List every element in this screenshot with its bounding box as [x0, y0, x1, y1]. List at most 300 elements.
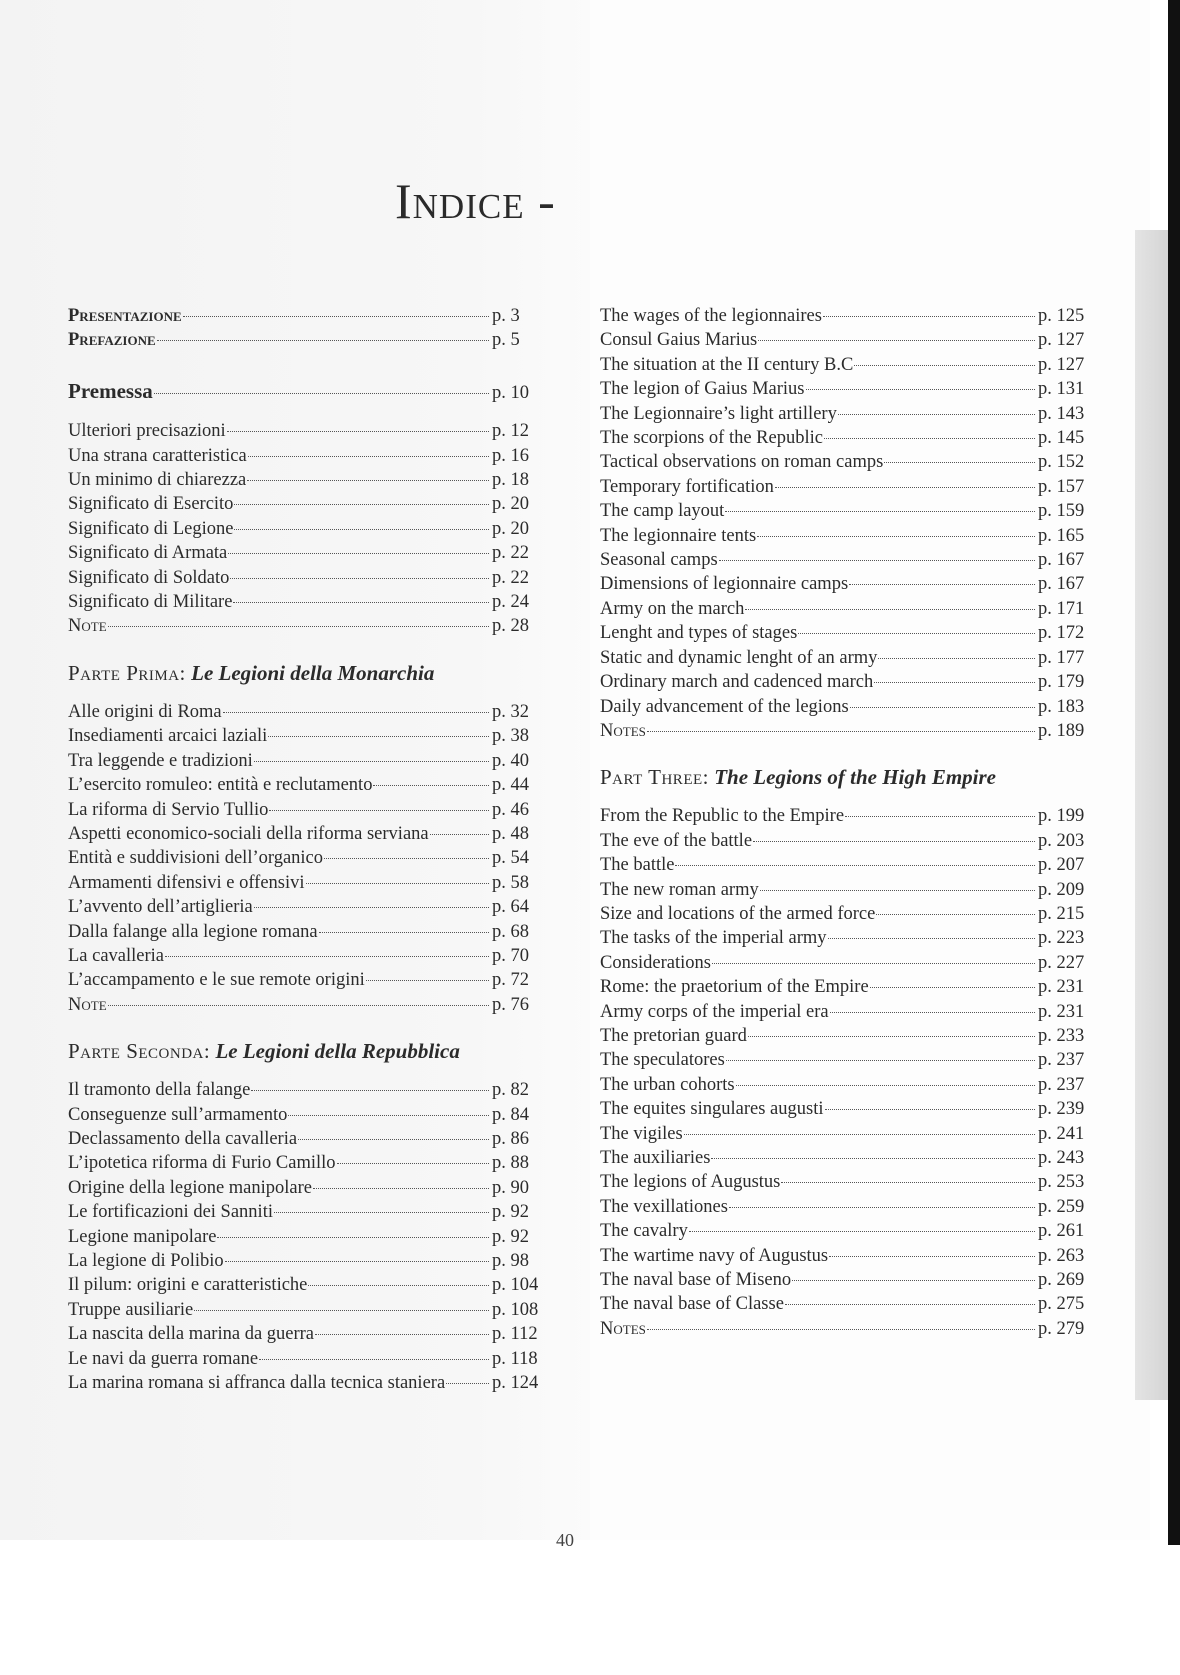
- toc-entry-label: L’esercito romuleo: entità e reclutamento: [68, 775, 373, 796]
- toc-entry-page: p. 92: [492, 1202, 529, 1223]
- toc-entry-page: p. 127: [1038, 330, 1085, 351]
- toc-entry-page: p. 127: [1038, 354, 1085, 375]
- toc-entry[interactable]: [600, 853, 1098, 877]
- toc-entry-page: p. 131: [1038, 379, 1085, 400]
- toc-entry[interactable]: [68, 517, 552, 541]
- toc-entry-label: Il tramonto della falange: [68, 1080, 251, 1101]
- toc-entry-label: Army corps of the imperial era: [600, 1001, 829, 1022]
- toc-entry[interactable]: [600, 1268, 1098, 1292]
- toc-entry[interactable]: [68, 773, 552, 797]
- toc-entry-label: Daily advancement of the legions: [600, 696, 849, 717]
- part-heading-seconda: [68, 1039, 552, 1064]
- toc-entry[interactable]: [600, 621, 1098, 645]
- toc-entry-page: p. 64: [492, 897, 529, 918]
- leader-dots: [251, 1090, 489, 1091]
- toc-entry-premessa[interactable]: [68, 379, 552, 405]
- toc-entry[interactable]: [600, 1024, 1098, 1048]
- toc-entry-label: The vigiles: [600, 1123, 683, 1144]
- toc-entry-label: Considerations: [600, 952, 711, 973]
- toc-entry[interactable]: [600, 975, 1098, 999]
- toc-entry[interactable]: [600, 926, 1098, 950]
- leader-dots: [288, 1115, 489, 1116]
- toc-entry[interactable]: [68, 1371, 552, 1395]
- toc-entry-label: Notes: [600, 720, 646, 741]
- leader-dots: [684, 1134, 1035, 1135]
- leader-dots: [247, 480, 489, 481]
- toc-entry-label: Entità e suddivisioni dell’organico: [68, 848, 324, 869]
- toc-entry[interactable]: [68, 846, 552, 870]
- toc-entry-label: Premessa: [68, 378, 153, 403]
- toc-entry-label: The cavalry: [600, 1221, 688, 1242]
- leader-dots: [319, 932, 489, 933]
- toc-entry-page: p. 203: [1038, 830, 1085, 851]
- toc-entry-label: Una strana caratteristica: [68, 445, 247, 466]
- leader-dots: [233, 602, 489, 603]
- part-heading-three: [600, 765, 1098, 790]
- toc-entry[interactable]: [68, 798, 552, 822]
- toc-entry[interactable]: [68, 944, 552, 968]
- toc-entry-label: Le fortificazioni dei Sanniti: [68, 1202, 273, 1223]
- toc-entry-label: The naval base of Classe: [600, 1294, 784, 1315]
- leader-dots: [781, 1182, 1035, 1183]
- part-heading-prima: [68, 661, 552, 686]
- toc-entry-page: p. 241: [1038, 1123, 1085, 1144]
- toc-entry-label: Presentazione: [68, 306, 182, 326]
- toc-entry-label: Significato di Armata: [68, 543, 228, 564]
- toc-entry-page: p. 165: [1038, 525, 1085, 546]
- toc-entry-label: Significato di Legione: [68, 518, 234, 539]
- toc-entry[interactable]: [68, 1347, 552, 1371]
- toc-entry[interactable]: [68, 1322, 552, 1346]
- part-title: Le Legioni della Repubblica: [215, 1039, 460, 1064]
- toc-entry[interactable]: [600, 304, 1098, 328]
- toc-entry[interactable]: [68, 1103, 552, 1127]
- toc-entry-page: p. 157: [1038, 476, 1085, 497]
- toc-entry[interactable]: [68, 492, 552, 516]
- toc-entry[interactable]: [68, 822, 552, 846]
- leader-dots: [828, 938, 1035, 939]
- toc-entry[interactable]: [68, 1176, 552, 1200]
- leader-dots: [798, 633, 1035, 634]
- leader-dots: [849, 584, 1035, 585]
- toc-entry[interactable]: [600, 328, 1098, 352]
- toc-entry-label: Consul Gaius Marius: [600, 330, 758, 351]
- toc-entry-label: Origine della legione manipolare: [68, 1177, 313, 1198]
- part-three-list: [600, 804, 1098, 1341]
- toc-entry-page: p. 231: [1038, 1001, 1085, 1022]
- leader-dots: [373, 785, 489, 786]
- toc-entry[interactable]: [68, 749, 552, 773]
- toc-entry-label: L’ipotetica riforma di Furio Camillo: [68, 1153, 336, 1174]
- toc-entry-page: p. 172: [1038, 623, 1085, 644]
- leader-dots: [824, 438, 1035, 439]
- toc-entry-label: The tasks of the imperial army: [600, 928, 827, 949]
- leader-dots: [315, 1334, 489, 1335]
- toc-entry-page: p. 108: [492, 1299, 539, 1320]
- leader-dots: [745, 609, 1035, 610]
- part-name: Parte Prima:: [68, 660, 186, 685]
- part-seconda-list: [68, 1078, 552, 1395]
- leader-dots: [308, 1285, 489, 1286]
- toc-entry-page: p. 231: [1038, 977, 1085, 998]
- toc-entry[interactable]: [600, 597, 1098, 621]
- toc-entry[interactable]: [600, 1170, 1098, 1194]
- toc-entry[interactable]: [600, 1317, 1098, 1341]
- toc-entry-label: La marina romana si affranca dalla tecnica staniera: [68, 1373, 446, 1394]
- toc-entry[interactable]: [600, 1219, 1098, 1243]
- leader-dots: [825, 1109, 1036, 1110]
- toc-entry-label: Dalla falange alla legione romana: [68, 921, 318, 942]
- toc-entry[interactable]: [600, 1146, 1098, 1170]
- leader-dots: [838, 414, 1035, 415]
- toc-entry[interactable]: [600, 1048, 1098, 1072]
- toc-entry-label: Note: [68, 994, 107, 1015]
- leader-dots: [225, 1261, 489, 1262]
- leader-dots: [725, 511, 1035, 512]
- toc-entry-label: The legionnaire tents: [600, 525, 757, 546]
- toc-entry[interactable]: [600, 1292, 1098, 1316]
- toc-entry-page: p. 3: [492, 306, 520, 326]
- toc-entry[interactable]: [600, 902, 1098, 926]
- toc-entry-page: p. 215: [1038, 903, 1085, 924]
- toc-entry-label: Conseguenze sull’armamento: [68, 1104, 288, 1125]
- toc-entry-page: p. 275: [1038, 1294, 1085, 1315]
- toc-entry[interactable]: [600, 572, 1098, 596]
- leader-dots: [230, 578, 489, 579]
- toc-entry-page: p. 104: [492, 1275, 539, 1296]
- leader-dots: [757, 536, 1035, 537]
- leader-dots: [183, 316, 489, 317]
- toc-entry-page: p. 263: [1038, 1245, 1085, 1266]
- toc-entry-label: Ulteriori precisazioni: [68, 421, 226, 442]
- toc-entry-page: p. 207: [1038, 855, 1085, 876]
- leader-dots: [854, 365, 1035, 366]
- leader-dots: [223, 712, 489, 713]
- toc-entry[interactable]: [68, 566, 552, 590]
- toc-entry[interactable]: [68, 1078, 552, 1102]
- toc-entry-page: p. 167: [1038, 574, 1085, 595]
- toc-entry[interactable]: [68, 1249, 552, 1273]
- toc-entry-label: The camp layout: [600, 501, 725, 522]
- toc-entry-page: p. 82: [492, 1080, 529, 1101]
- toc-entry[interactable]: [600, 475, 1098, 499]
- toc-entry-page: p. 159: [1038, 501, 1085, 522]
- toc-entry[interactable]: [68, 1225, 552, 1249]
- leader-dots: [248, 456, 489, 457]
- toc-entry-page: p. 48: [492, 823, 529, 844]
- leader-dots: [108, 626, 489, 627]
- toc-entry-label: The scorpions of the Republic: [600, 428, 823, 449]
- toc-entry-label: La legione di Polibio: [68, 1251, 224, 1271]
- toc-entry[interactable]: [68, 328, 552, 352]
- toc-entry-page: p. 124: [492, 1373, 539, 1394]
- leader-dots: [775, 487, 1035, 488]
- toc-entry[interactable]: [600, 804, 1098, 828]
- toc-entry-page: p. 209: [1038, 879, 1085, 900]
- toc-entry[interactable]: [600, 670, 1098, 694]
- leader-dots: [446, 1383, 489, 1384]
- toc-entry-page: p. 22: [492, 543, 529, 564]
- toc-entry-label: Le navi da guerra romane: [68, 1348, 259, 1369]
- toc-entry[interactable]: [600, 1097, 1098, 1121]
- toc-entry-label: The vexillationes: [600, 1196, 728, 1217]
- toc-entry-page: p. 239: [1038, 1099, 1085, 1120]
- toc-entry-label: The legions of Augustus: [600, 1172, 781, 1193]
- toc-entry-label: Significato di Soldato: [68, 567, 230, 588]
- toc-entry-page: p. 10: [492, 382, 529, 403]
- leader-dots: [753, 841, 1035, 842]
- toc-entry-label: The wartime navy of Augustus: [600, 1245, 829, 1266]
- toc-entry[interactable]: [600, 951, 1098, 975]
- leader-dots: [165, 956, 489, 957]
- toc-entry-label: The new roman army: [600, 879, 759, 900]
- toc-entry-page: p. 143: [1038, 403, 1085, 424]
- toc-entry-page: p. 90: [492, 1177, 529, 1198]
- toc-entry-label: The auxiliaries: [600, 1148, 711, 1168]
- toc-entry-page: p. 58: [492, 872, 529, 893]
- leader-dots: [306, 883, 489, 884]
- leader-dots: [876, 914, 1035, 915]
- scan-edge-line: [1168, 0, 1180, 1545]
- toc-entry-page: p. 12: [492, 421, 529, 442]
- leader-dots: [259, 1359, 489, 1360]
- toc-entry-label: Ordinary march and cadenced march: [600, 672, 874, 693]
- toc-entry[interactable]: [600, 646, 1098, 670]
- toc-entry[interactable]: [600, 719, 1098, 743]
- toc-entry-page: p. 98: [492, 1251, 529, 1271]
- toc-entry-label: The Legionnaire’s light artillery: [600, 403, 837, 424]
- toc-entry-label: Note: [68, 616, 107, 637]
- premessa-list: [68, 419, 552, 639]
- toc-entry[interactable]: [600, 695, 1098, 719]
- toc-entry[interactable]: [68, 1127, 552, 1151]
- toc-entry-label: From the Republic to the Empire: [600, 806, 845, 827]
- toc-entry[interactable]: [68, 541, 552, 565]
- toc-entry-label: The naval base of Miseno: [600, 1270, 792, 1291]
- toc-entry[interactable]: [68, 1298, 552, 1322]
- toc-entry-page: p. 243: [1038, 1148, 1085, 1168]
- toc-entry[interactable]: [600, 353, 1098, 377]
- toc-entry-page: p. 152: [1038, 452, 1085, 473]
- leader-dots: [760, 890, 1035, 891]
- toc-entry-label: The battle: [600, 855, 675, 876]
- toc-entry-page: p. 92: [492, 1226, 529, 1247]
- leader-dots: [785, 1304, 1035, 1305]
- toc-entry-page: p. 28: [492, 616, 529, 637]
- leader-dots: [108, 1005, 489, 1006]
- toc-entry-page: p. 112: [492, 1324, 538, 1345]
- toc-entry-label: Insediamenti arcaici laziali: [68, 726, 268, 747]
- toc-entry[interactable]: [600, 548, 1098, 572]
- toc-entry[interactable]: [68, 1273, 552, 1297]
- toc-entry-label: The legion of Gaius Marius: [600, 379, 805, 400]
- leader-dots: [647, 1329, 1035, 1330]
- leader-dots: [878, 658, 1035, 659]
- toc-entry[interactable]: [68, 724, 552, 748]
- toc-entry-label: Temporary fortification: [600, 476, 774, 497]
- toc-entry-page: p. 118: [492, 1348, 538, 1369]
- toc-entry-page: p. 76: [492, 994, 529, 1015]
- toc-entry-label: Army on the march: [600, 598, 745, 619]
- toc-entry-page: p. 223: [1038, 928, 1085, 949]
- leader-dots: [154, 393, 489, 394]
- toc-entry-page: p. 237: [1038, 1074, 1085, 1095]
- toc-entry-page: p. 233: [1038, 1025, 1085, 1046]
- toc-entry-label: Truppe ausiliarie: [68, 1299, 194, 1320]
- toc-entry-label: Size and locations of the armed force: [600, 903, 876, 924]
- leader-dots: [748, 1036, 1035, 1037]
- toc-entry-page: p. 261: [1038, 1221, 1085, 1242]
- leader-dots: [227, 431, 489, 432]
- toc-entry-page: p. 54: [492, 848, 529, 869]
- toc-entry-label: The situation at the II century B.C: [600, 354, 854, 375]
- toc-entry[interactable]: [68, 968, 552, 992]
- toc-entry-label: Significato di Esercito: [68, 494, 234, 515]
- leader-dots: [313, 1188, 489, 1189]
- part-prima-list: [68, 700, 552, 1017]
- toc-entry-label: The eve of the battle: [600, 830, 753, 851]
- toc-entry[interactable]: [68, 419, 552, 443]
- toc-entry-label: La nascita della marina da guerra: [68, 1324, 315, 1345]
- leader-dots: [689, 1231, 1035, 1232]
- toc-entry[interactable]: [600, 1122, 1098, 1146]
- part-title: Le Legioni della Monarchia: [191, 660, 435, 685]
- toc-entry-label: Un minimo di chiarezza: [68, 470, 247, 491]
- toc-entry-page: p. 88: [492, 1153, 529, 1174]
- toc-entry-page: p. 18: [492, 470, 529, 491]
- toc-entry-page: p. 84: [492, 1104, 529, 1125]
- toc-entry-label: The equites singulares augusti: [600, 1099, 824, 1120]
- toc-entry-page: p. 227: [1038, 952, 1085, 973]
- leader-dots: [254, 761, 489, 762]
- toc-entry-page: p. 237: [1038, 1050, 1085, 1071]
- part-name: Parte Seconda:: [68, 1039, 211, 1064]
- toc-entry-page: p. 16: [492, 445, 529, 466]
- toc-entry[interactable]: [68, 871, 552, 895]
- toc-entry-label: Lenght and types of stages: [600, 623, 798, 644]
- leader-dots: [870, 987, 1035, 988]
- toc-entry-page: p. 279: [1038, 1318, 1085, 1339]
- toc-entry-label: Notes: [600, 1318, 646, 1339]
- toc-entry-page: p. 38: [492, 726, 529, 747]
- leader-dots: [268, 736, 489, 737]
- leader-dots: [324, 858, 489, 859]
- part-title: The Legions of the High Empire: [714, 765, 996, 790]
- toc-entry[interactable]: [600, 450, 1098, 474]
- toc-entry-page: p. 22: [492, 567, 529, 588]
- toc-entry-page: p. 145: [1038, 428, 1085, 449]
- leader-dots: [337, 1163, 489, 1164]
- toc-entry-page: p. 24: [492, 592, 529, 613]
- toc-entry-label: Seasonal camps: [600, 550, 718, 571]
- toc-entry-page: p. 199: [1038, 806, 1085, 827]
- toc-entry-label: Prefazione: [68, 330, 156, 351]
- toc-entry-page: p. 167: [1038, 550, 1085, 571]
- toc-entry-page: p. 32: [492, 701, 529, 722]
- toc-entry[interactable]: [68, 920, 552, 944]
- page-title: Indice -: [395, 172, 556, 229]
- toc-entry-label: La cavalleria: [68, 945, 165, 966]
- toc-entry-page: p. 68: [492, 921, 529, 942]
- toc-entry[interactable]: [68, 304, 552, 328]
- leader-dots: [269, 810, 489, 811]
- toc-entry[interactable]: [68, 1151, 552, 1175]
- toc-entry-label: L’accampamento e le sue remote origini: [68, 970, 365, 991]
- leader-dots: [850, 707, 1035, 708]
- leader-dots: [884, 462, 1035, 463]
- toc-entry-page: p. 253: [1038, 1172, 1085, 1193]
- leader-dots: [234, 529, 489, 530]
- toc-entry[interactable]: [600, 878, 1098, 902]
- toc-entry[interactable]: [600, 524, 1098, 548]
- toc-entry-label: Rome: the praetorium of the Empire: [600, 977, 869, 998]
- toc-entry[interactable]: [68, 700, 552, 724]
- toc-entry-page: p. 269: [1038, 1270, 1085, 1291]
- toc-entry-page: p. 20: [492, 494, 529, 515]
- leader-dots: [647, 731, 1035, 732]
- toc-entry[interactable]: [600, 426, 1098, 450]
- toc-entry-page: p. 86: [492, 1128, 529, 1149]
- leader-dots: [830, 1012, 1035, 1013]
- toc-entry-page: p. 5: [492, 330, 520, 351]
- toc-entry-label: Dimensions of legionnaire camps: [600, 574, 849, 595]
- toc-entry[interactable]: [68, 993, 552, 1017]
- toc-entry-label: Aspetti economico-sociali della riforma serviana: [68, 823, 429, 844]
- toc-right-column: [600, 304, 1098, 1341]
- toc-entry[interactable]: [68, 590, 552, 614]
- toc-entry[interactable]: [600, 1195, 1098, 1219]
- toc-entry-page: p. 20: [492, 518, 529, 539]
- leader-dots: [874, 682, 1035, 683]
- toc-entry-label: Tra leggende e tradizioni: [68, 750, 253, 771]
- toc-entry-page: p. 189: [1038, 720, 1085, 741]
- toc-entry-page: p. 70: [492, 945, 529, 966]
- toc-entry[interactable]: [600, 377, 1098, 401]
- leader-dots: [254, 907, 489, 908]
- toc-entry-label: Declassamento della cavalleria: [68, 1128, 298, 1149]
- toc-entry[interactable]: [68, 1200, 552, 1224]
- toc-entry-page: p. 171: [1038, 598, 1085, 619]
- toc-entry-label: Legione manipolare: [68, 1226, 217, 1247]
- leader-dots: [712, 963, 1035, 964]
- leader-dots: [719, 560, 1035, 561]
- toc-entry[interactable]: [600, 1073, 1098, 1097]
- toc-entry-label: Armamenti difensivi e offensivi: [68, 872, 305, 893]
- toc-entry-label: Significato di Militare: [68, 592, 233, 613]
- toc-entry[interactable]: [600, 499, 1098, 523]
- toc-entry[interactable]: [68, 444, 552, 468]
- part-name: Part Three:: [600, 765, 709, 790]
- leader-dots: [758, 340, 1035, 341]
- toc-entry[interactable]: [68, 468, 552, 492]
- leader-dots: [298, 1139, 489, 1140]
- leader-dots: [829, 1256, 1035, 1257]
- leader-dots: [736, 1085, 1035, 1086]
- toc-entry-page: p. 259: [1038, 1196, 1085, 1217]
- toc-entry-page: p. 44: [492, 775, 529, 796]
- leader-dots: [806, 389, 1036, 390]
- toc-entry[interactable]: [600, 402, 1098, 426]
- toc-entry[interactable]: [600, 1244, 1098, 1268]
- leader-dots: [274, 1212, 489, 1213]
- toc-entry[interactable]: [600, 1000, 1098, 1024]
- toc-entry-page: p. 179: [1038, 672, 1085, 693]
- leader-dots: [729, 1207, 1035, 1208]
- toc-entry[interactable]: [600, 829, 1098, 853]
- toc-entry-page: p. 125: [1038, 306, 1085, 326]
- toc-entry[interactable]: [68, 614, 552, 638]
- toc-entry[interactable]: [68, 895, 552, 919]
